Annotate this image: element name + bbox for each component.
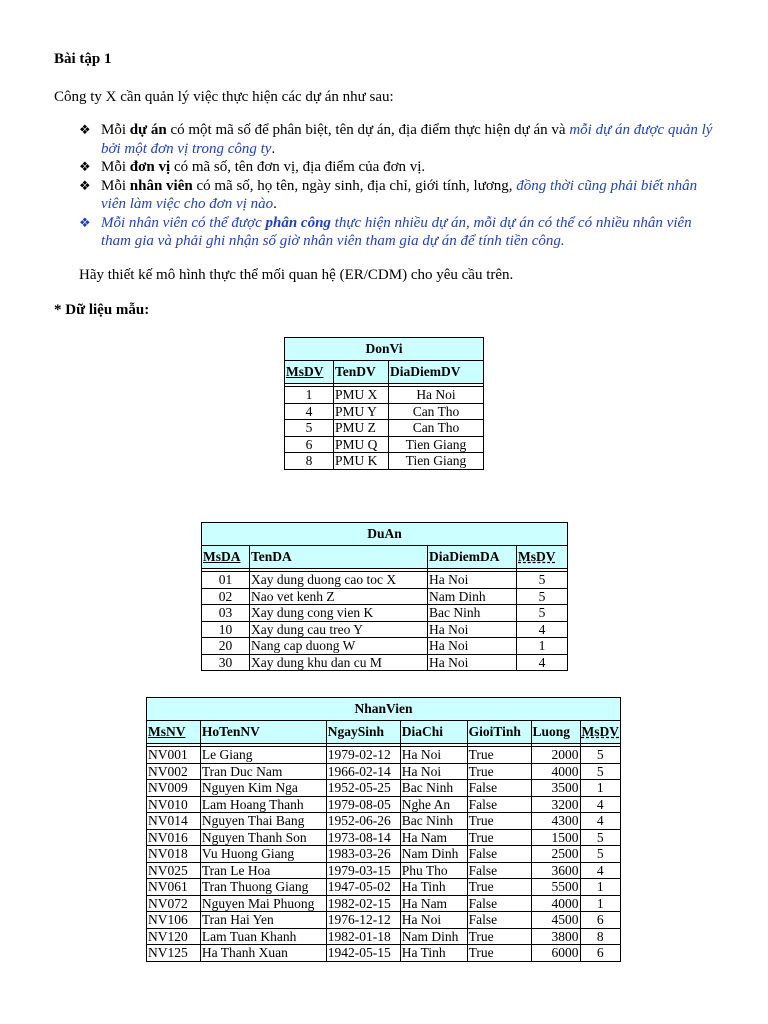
text-run: . — [273, 196, 277, 212]
table-cell: False — [467, 895, 531, 912]
table-cell: 1 — [285, 387, 334, 404]
table-cell: 5 — [580, 747, 621, 764]
table-cell: 1947-05-02 — [326, 879, 400, 896]
text-run: . — [271, 140, 276, 157]
table-cell: Bac Ninh — [428, 605, 517, 622]
table-cell: 3800 — [531, 928, 580, 945]
table-cell: 3500 — [531, 780, 580, 797]
table-cell: Vu Huong Giang — [200, 846, 326, 863]
duan-table — [201, 522, 568, 671]
table-cell: Ha Noi — [428, 621, 517, 638]
table-cell: NV125 — [147, 945, 201, 962]
column-header: DiaDiemDV — [389, 361, 484, 384]
highlight-text: đồng thời cũng phải biết nhân viên làm việc cho đơn vị nào — [101, 177, 698, 212]
table-row — [147, 912, 621, 929]
table-cell: 1983-03-26 — [326, 846, 400, 863]
table-cell: Lam Hoang Thanh — [200, 796, 326, 813]
table-caption: NhanVien — [147, 698, 621, 721]
table-cell: 1973-08-14 — [326, 829, 400, 846]
table-cell: 6000 — [531, 945, 580, 962]
table-cell: Ha Tinh — [400, 945, 467, 962]
table-row — [147, 846, 621, 863]
table-caption: DonVi — [285, 338, 484, 361]
table-cell: Tran Le Hoa — [200, 862, 326, 879]
table-cell: 5 — [285, 420, 334, 437]
table-row — [147, 945, 621, 962]
table-cell: Tien Giang — [389, 453, 484, 470]
table-cell: 3600 — [531, 862, 580, 879]
table-cell: Ha Noi — [400, 747, 467, 764]
intro-text: Công ty X cần quản lý việc thực hiện các dự án như sau: — [54, 89, 394, 105]
column-header: HoTenNV — [200, 721, 326, 744]
keyword: đơn vị — [129, 159, 171, 175]
table-cell: 2500 — [531, 846, 580, 863]
table-cell: NV009 — [147, 780, 201, 797]
table-row — [202, 572, 568, 589]
text-run: Mỗi nhân viên có thể được — [101, 214, 266, 231]
table-cell: 10 — [202, 621, 250, 638]
column-header: MsNV — [148, 724, 186, 740]
table-row — [285, 436, 484, 453]
table-cell: 5 — [580, 829, 621, 846]
donvi-table — [284, 337, 484, 470]
table-row — [147, 879, 621, 896]
table-cell: Can Tho — [389, 420, 484, 437]
table-cell: NV010 — [147, 796, 201, 813]
table-cell: NV001 — [147, 747, 201, 764]
text-run: Mỗi — [101, 177, 130, 194]
table-cell: False — [467, 862, 531, 879]
table-cell: NV018 — [147, 846, 201, 863]
table-cell: 4500 — [531, 912, 580, 929]
table-cell: 1942-05-15 — [326, 945, 400, 962]
table-cell: NV072 — [147, 895, 201, 912]
keyword: nhân viên — [129, 177, 193, 194]
table-cell: Xay dung duong cao toc X — [250, 572, 428, 589]
table-cell: Nguyen Thanh Son — [200, 829, 326, 846]
table-cell: Nguyen Mai Phuong — [200, 895, 326, 912]
text-run: thực hiện nhiều dự án, mỗi dự án có thể có nhiều nhân viên tham gia và phải ghi nhận số giờ nhân viên tham gia dự án để tính tiền công. — [101, 214, 692, 249]
table-cell: 20 — [202, 638, 250, 655]
table-cell: Phu Tho — [400, 862, 467, 879]
text-run: Mỗi — [101, 122, 130, 138]
table-cell: Nam Dinh — [400, 846, 467, 863]
table-cell: Bac Ninh — [400, 780, 467, 797]
table-cell: 4 — [580, 813, 621, 830]
table-cell: NV002 — [147, 763, 201, 780]
table-cell: NV016 — [147, 829, 201, 846]
table-cell: Can Tho — [389, 403, 484, 420]
text-run: có một mã số để phân biệt, tên dự án, địa điểm thực hiện dự án và — [166, 122, 570, 138]
table-row — [147, 928, 621, 945]
column-header: DiaChi — [400, 721, 467, 744]
column-header: DiaDiemDA — [428, 546, 517, 569]
table-cell: 4 — [580, 796, 621, 813]
table-cell: 5 — [517, 605, 568, 622]
column-header: MsDA — [203, 549, 241, 565]
table-cell: 1 — [517, 638, 568, 655]
table-cell: Tran Hai Yen — [200, 912, 326, 929]
table-cell: 03 — [202, 605, 250, 622]
table-cell: Tran Thuong Giang — [200, 879, 326, 896]
table-cell: Ha Noi — [428, 654, 517, 671]
requirement-item — [79, 177, 719, 214]
table-cell: True — [467, 763, 531, 780]
table-row — [202, 588, 568, 605]
table-cell: True — [467, 813, 531, 830]
exercise-title: Bài tập 1 — [54, 51, 112, 67]
text-run: Mỗi — [101, 159, 130, 175]
highlight-text: mỗi dự án được quản lý bởi một đơn vị trong công ty — [101, 122, 713, 157]
table-cell: 1 — [580, 895, 621, 912]
nhanvien-table — [146, 697, 621, 962]
table-row — [285, 420, 484, 437]
table-cell: 8 — [285, 453, 334, 470]
sample-data-heading: * Dữ liệu mẫu: — [54, 302, 150, 318]
table-cell: NV061 — [147, 879, 201, 896]
requirement-item — [79, 121, 719, 158]
table-cell: PMU X — [334, 387, 389, 404]
column-header: MsDV — [286, 364, 324, 380]
table-cell: False — [467, 846, 531, 863]
table-cell: 1982-01-18 — [326, 928, 400, 945]
table-cell: 1952-05-25 — [326, 780, 400, 797]
table-cell: Ha Noi — [428, 572, 517, 589]
table-cell: True — [467, 829, 531, 846]
table-cell: Ha Nam — [400, 895, 467, 912]
table-row — [147, 813, 621, 830]
table-cell: 4300 — [531, 813, 580, 830]
table-cell: PMU K — [334, 453, 389, 470]
table-cell: 1966-02-14 — [326, 763, 400, 780]
table-cell: 5 — [517, 588, 568, 605]
table-cell: 8 — [580, 928, 621, 945]
table-cell: 5 — [517, 572, 568, 589]
column-header: GioiTinh — [467, 721, 531, 744]
column-header: TenDA — [250, 546, 428, 569]
table-cell: Ha Nam — [400, 829, 467, 846]
table-cell: NV014 — [147, 813, 201, 830]
table-cell: 1976-12-12 — [326, 912, 400, 929]
diamond-bullet-icon: ❖ — [79, 122, 91, 137]
table-row — [147, 747, 621, 764]
table-cell: Ha Tinh — [400, 879, 467, 896]
column-header: MsDV — [518, 549, 556, 565]
table-cell: PMU Q — [334, 436, 389, 453]
table-cell: Bac Ninh — [400, 813, 467, 830]
task-text: Hãy thiết kế mô hình thực thể mối quan hệ (ER/CDM) cho yêu cầu trên. — [79, 267, 514, 283]
diamond-bullet-icon: ❖ — [79, 159, 91, 174]
table-cell: Ha Noi — [400, 912, 467, 929]
requirements-list — [79, 121, 719, 251]
table-cell: Nam Dinh — [428, 588, 517, 605]
table-cell: False — [467, 912, 531, 929]
table-cell: 4 — [517, 621, 568, 638]
text-run: có mã số, họ tên, ngày sinh, địa chỉ, giới tính, lương, — [192, 177, 517, 194]
column-header: TenDV — [334, 361, 389, 384]
table-cell: 4 — [580, 862, 621, 879]
table-cell: PMU Z — [334, 420, 389, 437]
table-cell: Tran Duc Nam — [200, 763, 326, 780]
table-cell: Ha Noi — [389, 387, 484, 404]
table-cell: True — [467, 879, 531, 896]
table-cell: 2000 — [531, 747, 580, 764]
table-cell: Nguyen Thai Bang — [200, 813, 326, 830]
table-cell: 4 — [517, 654, 568, 671]
table-cell: Ha Thanh Xuan — [200, 945, 326, 962]
table-cell: 1982-02-15 — [326, 895, 400, 912]
table-cell: 5 — [580, 763, 621, 780]
table-cell: 6 — [580, 912, 621, 929]
table-row — [202, 654, 568, 671]
table-cell: True — [467, 945, 531, 962]
column-header: Luong — [531, 721, 580, 744]
table-row — [285, 453, 484, 470]
requirement-item — [79, 214, 719, 251]
table-cell: 4 — [285, 403, 334, 420]
table-cell: Xay dung cong vien K — [250, 605, 428, 622]
table-cell: Nguyen Kim Nga — [200, 780, 326, 797]
table-cell: NV106 — [147, 912, 201, 929]
table-cell: 6 — [285, 436, 334, 453]
table-cell: Xay dung khu dan cu M — [250, 654, 428, 671]
table-cell: Le Giang — [200, 747, 326, 764]
table-cell: 1979-02-12 — [326, 747, 400, 764]
table-row — [285, 403, 484, 420]
table-cell: True — [467, 928, 531, 945]
table-cell: False — [467, 796, 531, 813]
table-caption: DuAn — [202, 523, 568, 546]
table-cell: Tien Giang — [389, 436, 484, 453]
table-cell: 1 — [580, 780, 621, 797]
table-cell: 1979-03-15 — [326, 862, 400, 879]
table-cell: True — [467, 747, 531, 764]
table-row — [147, 862, 621, 879]
table-row — [147, 895, 621, 912]
table-cell: Nghe An — [400, 796, 467, 813]
table-cell: PMU Y — [334, 403, 389, 420]
table-row — [285, 387, 484, 404]
table-cell: 1 — [580, 879, 621, 896]
table-cell: Nang cap duong W — [250, 638, 428, 655]
table-row — [202, 638, 568, 655]
table-cell: 01 — [202, 572, 250, 589]
diamond-bullet-icon: ❖ — [79, 214, 91, 230]
table-cell: NV025 — [147, 862, 201, 879]
table-cell: 02 — [202, 588, 250, 605]
table-cell: Xay dung cau treo Y — [250, 621, 428, 638]
text-run: có mã số, tên đơn vị, địa điểm của đơn vị. — [170, 159, 426, 175]
table-row — [147, 763, 621, 780]
table-cell: Lam Tuan Khanh — [200, 928, 326, 945]
table-cell: 4000 — [531, 895, 580, 912]
table-cell: Ha Noi — [428, 638, 517, 655]
table-cell: 6 — [580, 945, 621, 962]
table-cell: 5500 — [531, 879, 580, 896]
table-cell: 3200 — [531, 796, 580, 813]
keyword: dự án — [129, 122, 167, 138]
table-row — [147, 780, 621, 797]
table-cell: 1500 — [531, 829, 580, 846]
table-row — [147, 796, 621, 813]
diamond-bullet-icon: ❖ — [79, 177, 91, 193]
column-header: NgaySinh — [326, 721, 400, 744]
requirement-item — [79, 158, 719, 177]
table-row — [202, 605, 568, 622]
table-cell: Nao vet kenh Z — [250, 588, 428, 605]
table-cell: Nam Dinh — [400, 928, 467, 945]
table-cell: 1952-06-26 — [326, 813, 400, 830]
keyword: phân công — [265, 214, 331, 231]
column-header: MsDV — [581, 724, 619, 740]
table-cell: Ha Noi — [400, 763, 467, 780]
table-cell: 5 — [580, 846, 621, 863]
table-cell: 1979-08-05 — [326, 796, 400, 813]
table-cell: 30 — [202, 654, 250, 671]
table-cell: False — [467, 780, 531, 797]
table-cell: 4000 — [531, 763, 580, 780]
table-row — [202, 621, 568, 638]
table-row — [147, 829, 621, 846]
table-cell: NV120 — [147, 928, 201, 945]
